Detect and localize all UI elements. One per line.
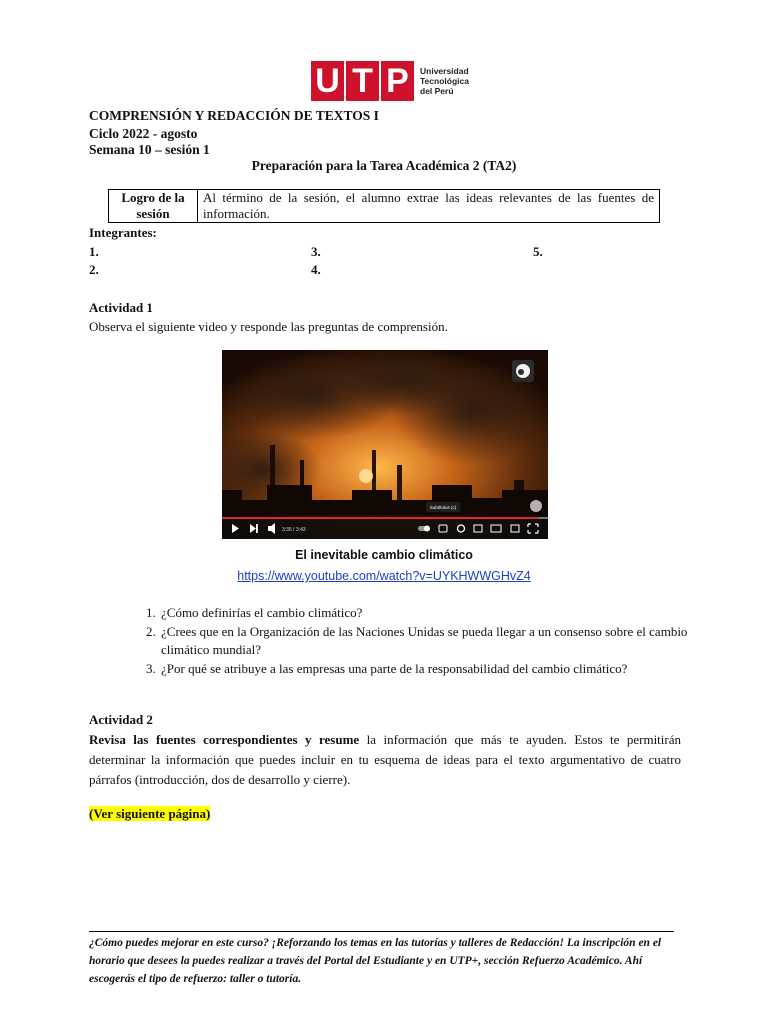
- logro-text: Al término de la sesión, el alumno extrae las ideas relevantes de las fuentes de información.: [198, 190, 660, 223]
- actividad2-text: la información que más te ayuden. Estos te permitirán determinar la información que puedes incluir en tu esquema de ideas para el texto argumentativo de cuatro párrafos (introducción, dos de desarrollo y cierre).: [89, 732, 682, 787]
- actividad2-title: Actividad 2: [89, 712, 153, 727]
- footer-divider: [89, 931, 674, 932]
- autoplay-toggle-icon[interactable]: [418, 526, 430, 532]
- logo-letter-t: T: [352, 62, 373, 100]
- week-line: Semana 10 – sesión 1: [89, 142, 210, 157]
- integrante-5: 5.: [533, 244, 543, 259]
- channel-logo-icon[interactable]: [512, 360, 534, 382]
- course-title: COMPRENSIÓN Y REDACCIÓN DE TEXTOS I: [89, 108, 379, 123]
- question-item: 1. ¿Cómo definirías el cambio climático?: [159, 604, 699, 623]
- question-item: 3. ¿Por qué se atribuye a las empresas una parte de la responsabilidad del cambio climático?: [159, 660, 699, 679]
- cycle-line: Ciclo 2022 - agosto: [89, 126, 198, 141]
- actividad2-bold-lead: Revisa las fuentes correspondientes y resume: [89, 732, 360, 747]
- logo-letter-p: P: [386, 62, 409, 100]
- logo-letter-u: U: [315, 62, 340, 100]
- watermark-icon: [530, 500, 542, 512]
- integrante-1: 1.: [89, 244, 99, 259]
- integrante-4: 4.: [311, 262, 321, 277]
- page-title: Preparación para la Tarea Académica 2 (TA2): [251, 158, 517, 173]
- footer-note: ¿Cómo puedes mejorar en este curso? ¡Reforzando los temas en las tutorías y talleres de Redacción! La inscripción en el horario que desees la puedes realizar a través del Portal del Estudiante y en UTP+, sección Refuerzo Académico. Ahí escogerás el tipo de refuerzo: taller o tutoría.: [89, 937, 662, 985]
- video-progress-fill: [222, 517, 538, 519]
- next-page-note: (Ver siguiente página): [89, 806, 211, 821]
- subtitles-tooltip: Subtítulos (c): [429, 505, 457, 510]
- video-link[interactable]: https://www.youtube.com/watch?v=UYKHWWGHvZ4: [237, 569, 531, 583]
- video-player[interactable]: [222, 350, 548, 539]
- actividad1-instruction: Observa el siguiente video y responde las preguntas de comprensión.: [89, 319, 448, 334]
- utp-logo-mark: [311, 61, 414, 101]
- actividad1-title: Actividad 1: [89, 300, 153, 315]
- integrante-2: 2.: [89, 262, 99, 277]
- video-time: 3:35 / 3:43: [282, 527, 306, 533]
- logro-table: [108, 189, 660, 223]
- question-list: [139, 604, 699, 678]
- integrantes-label: Integrantes:: [89, 225, 157, 240]
- actividad2-paragraph: [89, 730, 681, 790]
- logo-wordmark: Universidad Tecnológica del Perú: [420, 66, 469, 96]
- integrante-3: 3.: [311, 244, 321, 259]
- video-frame: [222, 350, 548, 539]
- logro-label: Logro de la sesión: [109, 190, 198, 223]
- question-item: 2. ¿Crees que en la Organización de las Naciones Unidas se pueda llegar a un consenso sobre el cambio climático mundial?: [159, 623, 699, 660]
- video-caption: El inevitable cambio climático: [295, 548, 473, 562]
- utp-logo: [311, 61, 469, 101]
